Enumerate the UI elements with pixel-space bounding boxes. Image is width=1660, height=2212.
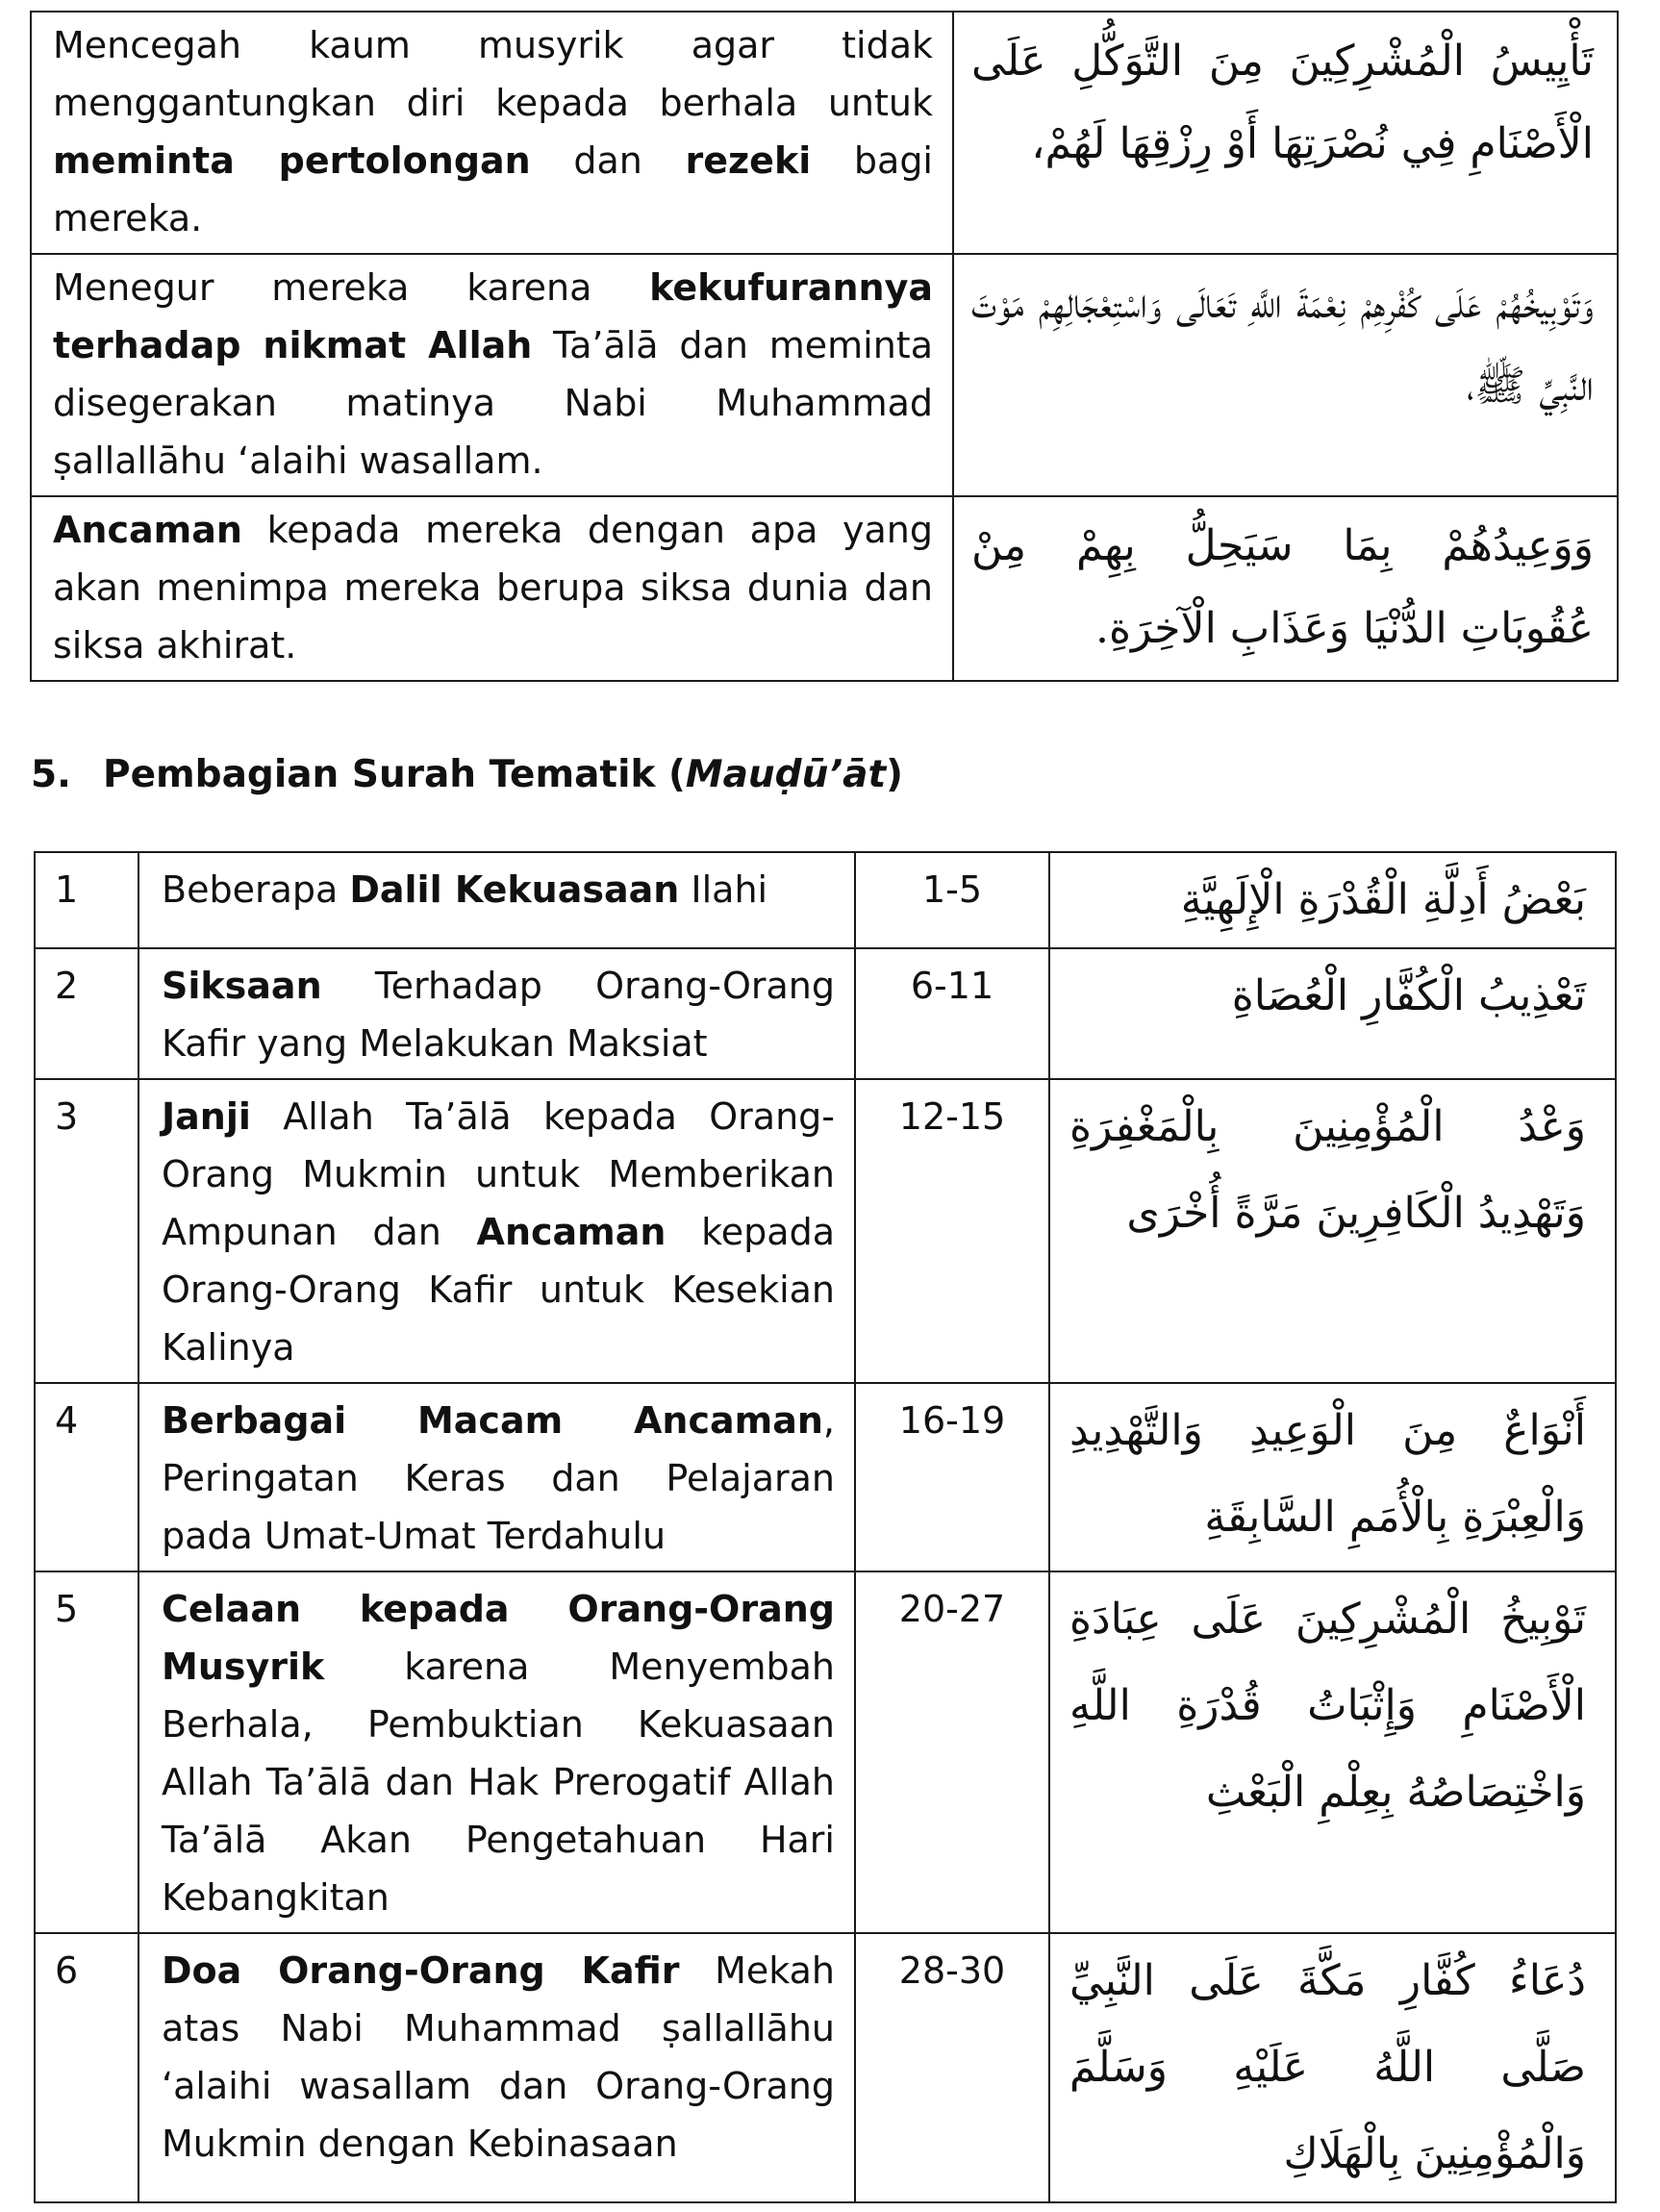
table-row bbox=[31, 496, 1618, 681]
section-number: 5. bbox=[31, 753, 71, 796]
arabic-theme: دُعَاءُ كُفَّارِ مَكَّةَ عَلَى النَّبِيِّ صَلَّى اللَّهُ عَلَيْهِ وَسَلَّمَ وَالْمُؤْمِنِينَ بِالْهَلَاكِ bbox=[1049, 1933, 1616, 2202]
indonesian-cell bbox=[31, 254, 953, 496]
text: Mekah atas Nabi Muhammad ṣallallāhu ‘alaihi wasallam dan Orang-Orang Mukmin dengan Kebinasaan bbox=[162, 1949, 835, 2165]
arabic-cell: وَوَعِيدُهُمْ بِمَا سَيَحِلُّ بِهِمْ مِنْ عُقُوبَاتِ الدُّنْيَا وَعَذَابِ الْآخِرَةِ. bbox=[953, 496, 1618, 681]
theme-description bbox=[138, 948, 855, 1079]
bold-text: Celaan kepada Orang-Orang Musyrik bbox=[162, 1588, 835, 1688]
arabic-theme: بَعْضُ أَدِلَّةِ الْقُدْرَةِ الْإِلَهِيَّةِ bbox=[1049, 852, 1616, 948]
bold-text: rezeki bbox=[685, 139, 812, 182]
text: Mencegah kaum musyrik agar tidak menggantungkan diri kepada berhala untuk bbox=[53, 24, 933, 124]
text: karena Menyembah Berhala, Pembuktian Kekuasaan Allah Ta’ālā dan Hak Prerogatif Allah Ta’ālā Akan Pengetahuan Hari Kebangkitan bbox=[162, 1646, 835, 1919]
row-number: 6 bbox=[35, 1933, 138, 2202]
text: Ilahi bbox=[679, 868, 768, 911]
text: kepada Orang-Orang Kafir untuk Kesekian Kalinya bbox=[162, 1211, 835, 1369]
table-row bbox=[35, 852, 1616, 948]
table-row bbox=[35, 1571, 1616, 1933]
bold-text: Ancaman bbox=[53, 509, 242, 551]
text: Allah Ta’ālā kepada Orang-Orang Mukmin untuk Memberikan Ampunan dan bbox=[162, 1095, 835, 1253]
text: Ta’ālā dan meminta disegerakan matinya Nabi Muhammad ṣallallāhu ‘alaihi wasallam. bbox=[53, 324, 933, 482]
bold-text: kekufurannya terhadap nikmat Allah bbox=[53, 266, 933, 366]
bold-text: meminta pertolongan bbox=[53, 139, 531, 182]
section-title-prefix: Pembagian Surah Tematik ( bbox=[103, 753, 686, 796]
row-number: 2 bbox=[35, 948, 138, 1079]
arabic-theme: تَعْذِيبُ الْكُفَّارِ الْعُصَاةِ bbox=[1049, 948, 1616, 1079]
bold-text: Dalil Kekuasaan bbox=[349, 868, 680, 911]
arabic-cell: تَأْيِيسُ الْمُشْرِكِينَ مِنَ التَّوَكُّلِ عَلَى الْأَصْنَامِ فِي نُصْرَتِهَا أَوْ رِزْقِهَا لَهُمْ، bbox=[953, 12, 1618, 254]
row-number: 4 bbox=[35, 1383, 138, 1571]
row-number: 1 bbox=[35, 852, 138, 948]
table-row bbox=[31, 254, 1618, 496]
arabic-cell: وَتَوْبِيخُهُمْ عَلَى كُفْرِهِمْ نِعْمَةَ اللَّهِ تَعَالَى وَاسْتِعْجَالِهِمْ مَوْتَ النَّبِيِّ ﷺ، bbox=[953, 254, 1618, 496]
text: , Peringatan Keras dan Pelajaran pada Umat-Umat Terdahulu bbox=[162, 1399, 835, 1557]
top-content-table bbox=[30, 11, 1619, 682]
section-heading bbox=[31, 746, 903, 804]
section-title-suffix: ) bbox=[886, 753, 903, 796]
table-row bbox=[31, 12, 1618, 254]
text: bagi mereka. bbox=[53, 139, 933, 239]
table-row bbox=[35, 1383, 1616, 1571]
theme-description bbox=[138, 852, 855, 948]
bold-text: Berbagai Macam Ancaman bbox=[162, 1399, 823, 1442]
text: Terhadap Orang-Orang Kafir yang Melakukan Maksiat bbox=[162, 965, 835, 1065]
text: kepada mereka dengan apa yang akan menimpa mereka berupa siksa dunia dan siksa akhirat. bbox=[53, 509, 933, 666]
arabic-theme: تَوْبِيخُ الْمُشْرِكِينَ عَلَى عِبَادَةِ الْأَصْنَامِ وَإِثْبَاتُ قُدْرَةِ اللَّهِ وَاخْتِصَاصُهُ بِعِلْمِ الْبَعْثِ bbox=[1049, 1571, 1616, 1933]
verse-range: 28-30 bbox=[855, 1933, 1049, 2202]
verse-range: 16-19 bbox=[855, 1383, 1049, 1571]
verse-range: 6-11 bbox=[855, 948, 1049, 1079]
table-row bbox=[35, 948, 1616, 1079]
indonesian-cell bbox=[31, 496, 953, 681]
theme-description bbox=[138, 1571, 855, 1933]
verse-range: 20-27 bbox=[855, 1571, 1049, 1933]
bold-text: Doa Orang-Orang Kafir bbox=[162, 1949, 680, 1992]
section-title-italic: Mauḍū’āt bbox=[685, 753, 887, 796]
table-row bbox=[35, 1933, 1616, 2202]
verse-range: 12-15 bbox=[855, 1079, 1049, 1383]
row-number: 3 bbox=[35, 1079, 138, 1383]
verse-range: 1-5 bbox=[855, 852, 1049, 948]
text: dan bbox=[530, 139, 686, 182]
theme-table bbox=[34, 851, 1617, 2203]
theme-description bbox=[138, 1933, 855, 2202]
row-number: 5 bbox=[35, 1571, 138, 1933]
bold-text: Siksaan bbox=[162, 965, 322, 1007]
arabic-theme: وَعْدُ الْمُؤْمِنِينَ بِالْمَغْفِرَةِ وَتَهْدِيدُ الْكَافِرِينَ مَرَّةً أُخْرَى bbox=[1049, 1079, 1616, 1383]
bold-text: Janji bbox=[162, 1095, 251, 1138]
theme-description bbox=[138, 1383, 855, 1571]
table-row bbox=[35, 1079, 1616, 1383]
bold-text: Ancaman bbox=[476, 1211, 667, 1253]
arabic-theme: أَنْوَاعٌ مِنَ الْوَعِيدِ وَالتَّهْدِيدِ وَالْعِبْرَةِ بِالْأُمَمِ السَّابِقَةِ bbox=[1049, 1383, 1616, 1571]
theme-description bbox=[138, 1079, 855, 1383]
text: Menegur mereka karena bbox=[53, 266, 650, 309]
text: Beberapa bbox=[162, 868, 350, 911]
indonesian-cell bbox=[31, 12, 953, 254]
